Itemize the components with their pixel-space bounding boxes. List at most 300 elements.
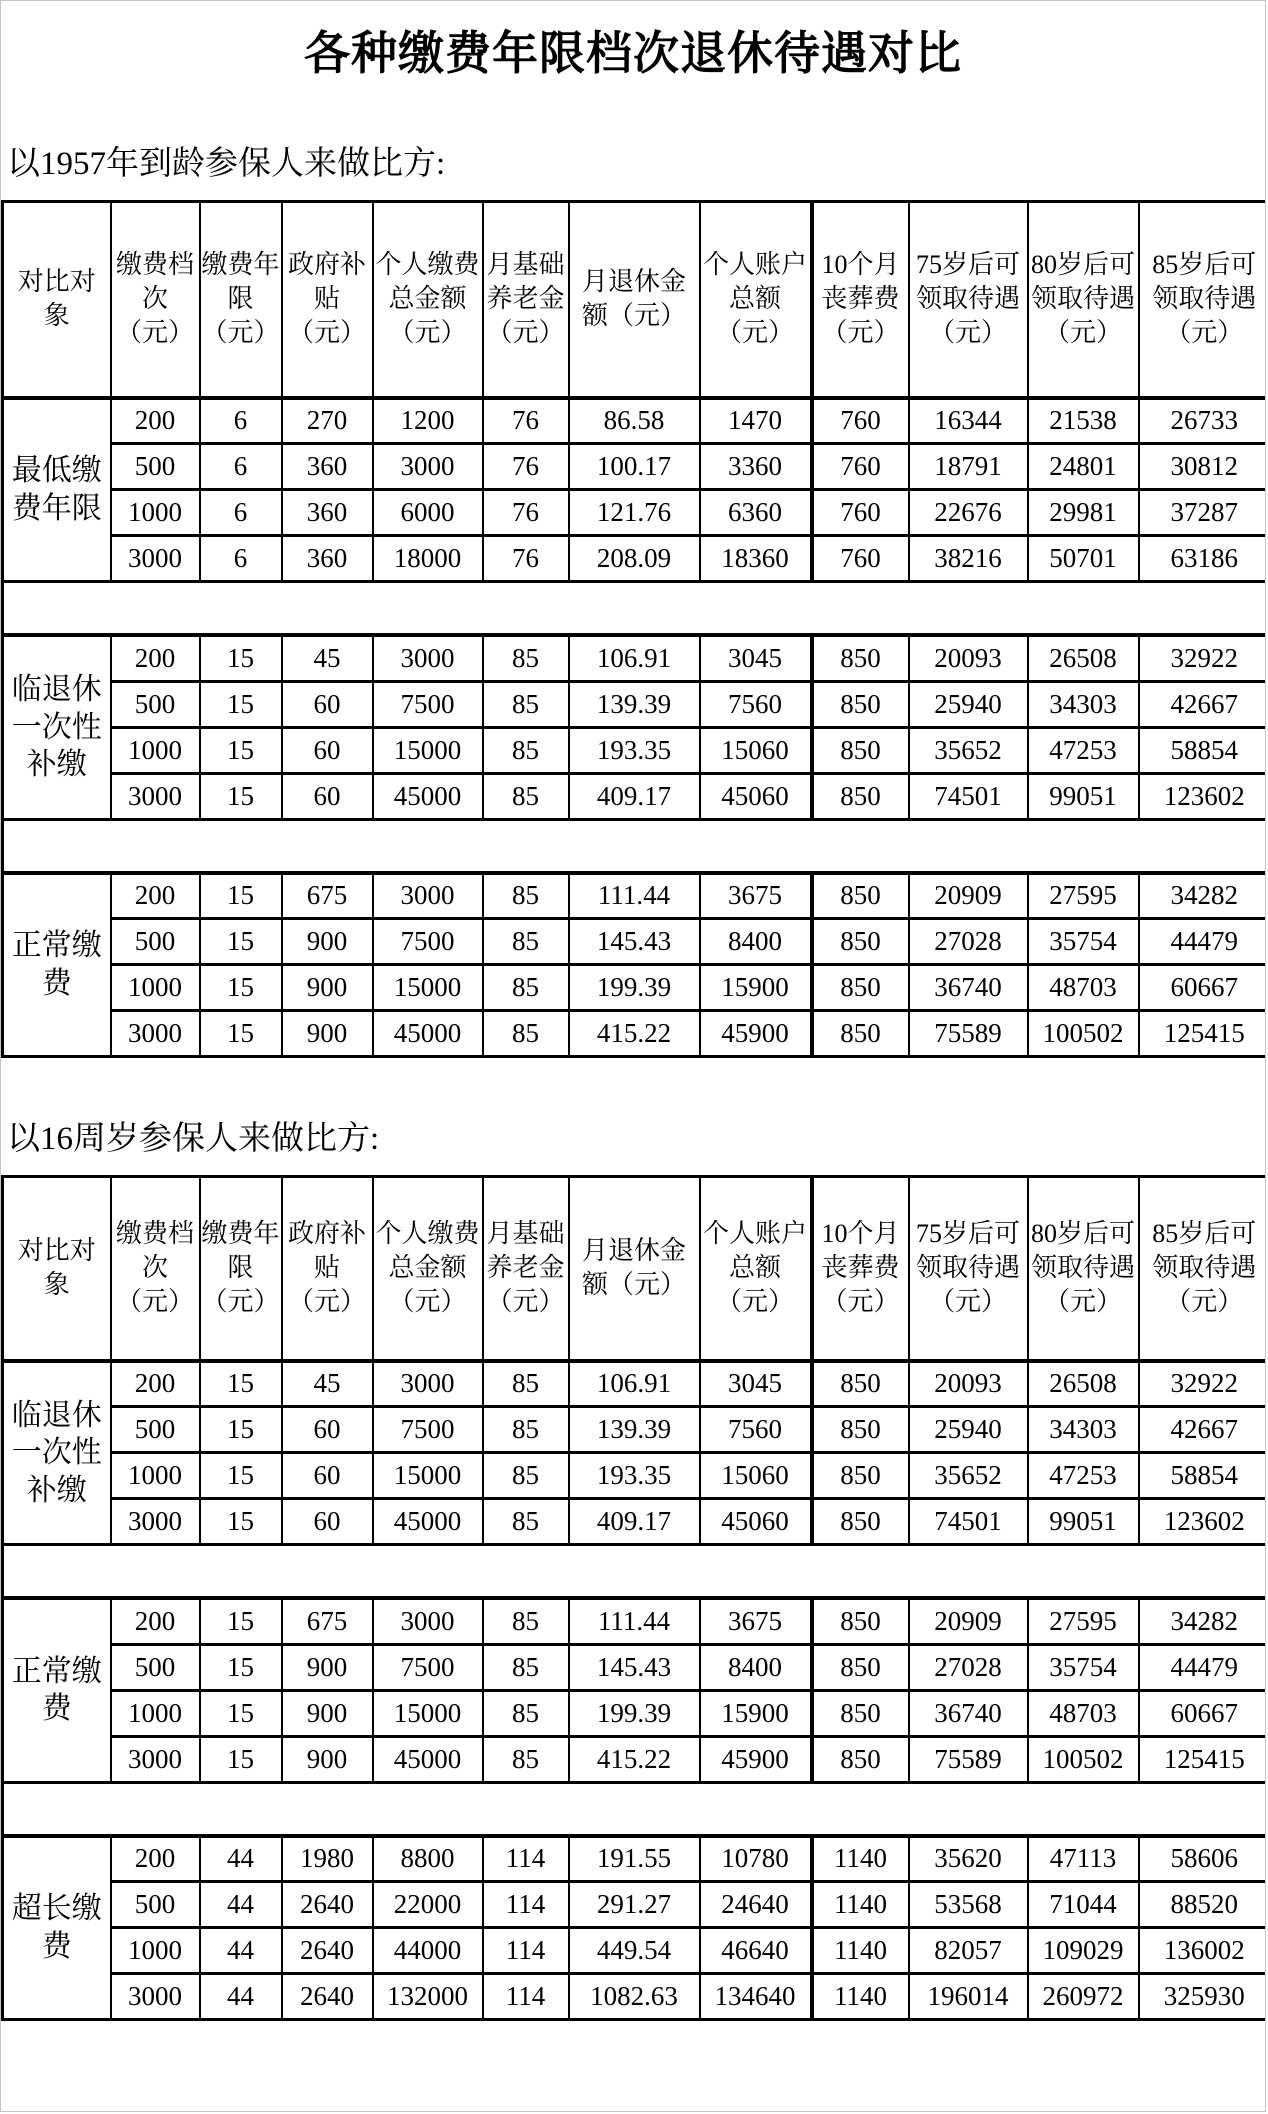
- data-cell: 60: [282, 1453, 373, 1499]
- data-cell: 58854: [1139, 1453, 1267, 1499]
- data-cell: 145.43: [569, 919, 700, 965]
- data-cell: 900: [282, 1011, 373, 1057]
- table-row: [3, 398, 1267, 444]
- data-cell: 29981: [1028, 490, 1139, 536]
- table-row: [3, 1499, 1267, 1545]
- data-cell: 270: [282, 398, 373, 444]
- data-cell: 2640: [282, 1882, 373, 1928]
- data-cell: 58606: [1139, 1836, 1267, 1882]
- data-cell: 20909: [909, 1598, 1028, 1644]
- table-row: [3, 1736, 1267, 1782]
- data-cell: 15: [200, 965, 282, 1011]
- data-cell: 850: [812, 1644, 909, 1690]
- data-cell: 44: [200, 1836, 282, 1882]
- data-cell: 850: [812, 1407, 909, 1453]
- table-row: [3, 681, 1267, 727]
- data-cell: 48703: [1028, 1690, 1139, 1736]
- data-cell: 1000: [111, 727, 200, 773]
- data-cell: 45000: [373, 1499, 483, 1545]
- data-cell: 45: [282, 1361, 373, 1407]
- header-cell: 80岁后可领取待遇（元）: [1028, 202, 1139, 398]
- data-cell: 53568: [909, 1882, 1028, 1928]
- data-cell: 193.35: [569, 727, 700, 773]
- data-cell: 34282: [1139, 873, 1267, 919]
- data-cell: 360: [282, 444, 373, 490]
- group-label-cell: 最低缴费年限: [3, 398, 111, 582]
- data-cell: 415.22: [569, 1011, 700, 1057]
- group-label-cell: 正常缴费: [3, 873, 111, 1057]
- data-cell: 30812: [1139, 444, 1267, 490]
- header-cell: 10个月丧葬费（元）: [812, 202, 909, 398]
- data-cell: 1140: [812, 1974, 909, 2020]
- table-row: [3, 1011, 1267, 1057]
- data-cell: 500: [111, 681, 200, 727]
- data-cell: 500: [111, 444, 200, 490]
- header-cell: 个人账户总额（元）: [700, 1177, 812, 1361]
- data-cell: 199.39: [569, 1690, 700, 1736]
- data-cell: 26508: [1028, 1361, 1139, 1407]
- data-cell: 675: [282, 1598, 373, 1644]
- group-label-cell: 临退休一次性补缴: [3, 635, 111, 819]
- data-cell: 1200: [373, 398, 483, 444]
- data-cell: 199.39: [569, 965, 700, 1011]
- data-cell: 60: [282, 681, 373, 727]
- data-cell: 38216: [909, 536, 1028, 582]
- header-cell: 75岁后可领取待遇（元）: [909, 1177, 1028, 1361]
- data-cell: 42667: [1139, 681, 1267, 727]
- data-cell: 6: [200, 398, 282, 444]
- data-cell: 7500: [373, 1407, 483, 1453]
- spacer-cell: [3, 1545, 1267, 1599]
- data-cell: 106.91: [569, 635, 700, 681]
- data-cell: 99051: [1028, 1499, 1139, 1545]
- data-cell: 60: [282, 773, 373, 819]
- data-cell: 8400: [700, 1644, 812, 1690]
- data-cell: 15: [200, 1644, 282, 1690]
- data-cell: 7500: [373, 1644, 483, 1690]
- data-cell: 409.17: [569, 773, 700, 819]
- data-cell: 18000: [373, 536, 483, 582]
- data-cell: 193.35: [569, 1453, 700, 1499]
- header-cell: 缴费档次（元）: [111, 1177, 200, 1361]
- data-cell: 15: [200, 1011, 282, 1057]
- data-cell: 18791: [909, 444, 1028, 490]
- data-cell: 136002: [1139, 1928, 1267, 1974]
- spacer-cell: [3, 819, 1267, 873]
- data-cell: 111.44: [569, 1598, 700, 1644]
- data-cell: 415.22: [569, 1736, 700, 1782]
- data-cell: 45000: [373, 1011, 483, 1057]
- data-cell: 1082.63: [569, 1974, 700, 2020]
- data-cell: 449.54: [569, 1928, 700, 1974]
- table-row: [3, 1690, 1267, 1736]
- table-row: [3, 1644, 1267, 1690]
- data-cell: 3360: [700, 444, 812, 490]
- data-cell: 850: [812, 1361, 909, 1407]
- data-cell: 8400: [700, 919, 812, 965]
- table-row: [3, 635, 1267, 681]
- data-cell: 114: [483, 1882, 569, 1928]
- data-cell: 45000: [373, 1736, 483, 1782]
- header-cell: 对比对象: [3, 1177, 111, 1361]
- data-cell: 35754: [1028, 1644, 1139, 1690]
- data-cell: 1140: [812, 1928, 909, 1974]
- data-cell: 1000: [111, 1690, 200, 1736]
- data-cell: 85: [483, 1011, 569, 1057]
- data-cell: 109029: [1028, 1928, 1139, 1974]
- header-cell: 85岁后可领取待遇（元）: [1139, 202, 1267, 398]
- data-cell: 45900: [700, 1736, 812, 1782]
- data-cell: 3000: [111, 1499, 200, 1545]
- header-cell: 缴费年限（元）: [200, 202, 282, 398]
- data-cell: 74501: [909, 1499, 1028, 1545]
- data-cell: 125415: [1139, 1736, 1267, 1782]
- data-cell: 760: [812, 444, 909, 490]
- data-cell: 24801: [1028, 444, 1139, 490]
- data-cell: 60667: [1139, 965, 1267, 1011]
- data-cell: 3000: [111, 773, 200, 819]
- data-cell: 111.44: [569, 873, 700, 919]
- data-cell: 44: [200, 1974, 282, 2020]
- data-cell: 200: [111, 1598, 200, 1644]
- table-row: [3, 727, 1267, 773]
- data-cell: 6000: [373, 490, 483, 536]
- data-cell: 200: [111, 873, 200, 919]
- data-cell: 76: [483, 398, 569, 444]
- data-cell: 15: [200, 1407, 282, 1453]
- spacer-cell: [3, 1782, 1267, 1836]
- table-row: [3, 873, 1267, 919]
- data-cell: 86.58: [569, 398, 700, 444]
- section-subtitle: 以16周岁参保人来做比方:: [7, 1121, 380, 1157]
- data-cell: 44000: [373, 1928, 483, 1974]
- data-cell: 71044: [1028, 1882, 1139, 1928]
- data-cell: 2640: [282, 1928, 373, 1974]
- data-cell: 15: [200, 681, 282, 727]
- header-cell: 月基础养老金（元）: [483, 1177, 569, 1361]
- data-cell: 45900: [700, 1011, 812, 1057]
- data-cell: 50701: [1028, 536, 1139, 582]
- table-row: [3, 1974, 1267, 2020]
- header-cell: 政府补贴（元）: [282, 202, 373, 398]
- header-row: [3, 202, 1267, 398]
- data-cell: 85: [483, 1453, 569, 1499]
- data-cell: 18360: [700, 536, 812, 582]
- data-cell: 900: [282, 965, 373, 1011]
- data-cell: 500: [111, 1882, 200, 1928]
- data-cell: 35652: [909, 727, 1028, 773]
- data-cell: 850: [812, 965, 909, 1011]
- data-cell: 88520: [1139, 1882, 1267, 1928]
- data-cell: 3045: [700, 1361, 812, 1407]
- data-cell: 46640: [700, 1928, 812, 1974]
- data-cell: 291.27: [569, 1882, 700, 1928]
- data-cell: 45060: [700, 1499, 812, 1545]
- table-row: [3, 1361, 1267, 1407]
- spacer-row: [3, 819, 1267, 873]
- data-cell: 760: [812, 398, 909, 444]
- spacer-row: [3, 1545, 1267, 1599]
- data-cell: 125415: [1139, 1011, 1267, 1057]
- data-cell: 25940: [909, 1407, 1028, 1453]
- data-cell: 15000: [373, 965, 483, 1011]
- data-cell: 100502: [1028, 1011, 1139, 1057]
- data-cell: 15060: [700, 727, 812, 773]
- header-cell: 75岁后可领取待遇（元）: [909, 202, 1028, 398]
- data-cell: 15: [200, 919, 282, 965]
- data-cell: 200: [111, 1361, 200, 1407]
- data-cell: 114: [483, 1928, 569, 1974]
- data-cell: 36740: [909, 1690, 1028, 1736]
- group-label-cell: 临退休一次性补缴: [3, 1361, 111, 1545]
- data-cell: 85: [483, 1407, 569, 1453]
- header-cell: 月退休金额（元）: [569, 1177, 700, 1361]
- data-cell: 44479: [1139, 919, 1267, 965]
- data-cell: 47113: [1028, 1836, 1139, 1882]
- benefits-table-age16: [1, 1175, 1266, 2021]
- table-row: [3, 1882, 1267, 1928]
- data-cell: 3675: [700, 873, 812, 919]
- table-row: [3, 1407, 1267, 1453]
- data-cell: 6: [200, 444, 282, 490]
- data-cell: 36740: [909, 965, 1028, 1011]
- section-1957: [1, 137, 1265, 1058]
- header-cell: 个人账户总额（元）: [700, 202, 812, 398]
- data-cell: 35652: [909, 1453, 1028, 1499]
- data-cell: 32922: [1139, 1361, 1267, 1407]
- data-cell: 85: [483, 965, 569, 1011]
- data-cell: 26733: [1139, 398, 1267, 444]
- data-cell: 114: [483, 1836, 569, 1882]
- data-cell: 76: [483, 490, 569, 536]
- data-cell: 114: [483, 1974, 569, 2020]
- data-cell: 6360: [700, 490, 812, 536]
- data-cell: 15900: [700, 965, 812, 1011]
- data-cell: 85: [483, 1690, 569, 1736]
- data-cell: 85: [483, 1499, 569, 1545]
- data-cell: 123602: [1139, 773, 1267, 819]
- data-cell: 132000: [373, 1974, 483, 2020]
- spacer-row: [3, 582, 1267, 636]
- header-cell: 月退休金额（元）: [569, 202, 700, 398]
- header-cell: 缴费年限（元）: [200, 1177, 282, 1361]
- data-cell: 75589: [909, 1736, 1028, 1782]
- data-cell: 35754: [1028, 919, 1139, 965]
- data-cell: 85: [483, 1644, 569, 1690]
- data-cell: 76: [483, 444, 569, 490]
- data-cell: 3000: [111, 536, 200, 582]
- data-cell: 850: [812, 1453, 909, 1499]
- data-cell: 500: [111, 1407, 200, 1453]
- data-cell: 27595: [1028, 873, 1139, 919]
- data-cell: 1000: [111, 490, 200, 536]
- data-cell: 47253: [1028, 727, 1139, 773]
- data-cell: 500: [111, 1644, 200, 1690]
- table-row: [3, 965, 1267, 1011]
- data-cell: 134640: [700, 1974, 812, 2020]
- data-cell: 27595: [1028, 1598, 1139, 1644]
- data-cell: 3000: [373, 635, 483, 681]
- data-cell: 76: [483, 536, 569, 582]
- data-cell: 15: [200, 1736, 282, 1782]
- data-cell: 2640: [282, 1974, 373, 2020]
- data-cell: 15: [200, 773, 282, 819]
- header-cell: 10个月丧葬费（元）: [812, 1177, 909, 1361]
- data-cell: 1470: [700, 398, 812, 444]
- header-cell: 缴费档次（元）: [111, 202, 200, 398]
- data-cell: 20909: [909, 873, 1028, 919]
- data-cell: 760: [812, 536, 909, 582]
- data-cell: 75589: [909, 1011, 1028, 1057]
- data-cell: 260972: [1028, 1974, 1139, 2020]
- data-cell: 121.76: [569, 490, 700, 536]
- data-cell: 8800: [373, 1836, 483, 1882]
- header-row: [3, 1177, 1267, 1361]
- data-cell: 191.55: [569, 1836, 700, 1882]
- page-title: 各种缴费年限档次退休待遇对比: [304, 28, 962, 79]
- data-cell: 200: [111, 1836, 200, 1882]
- data-cell: 123602: [1139, 1499, 1267, 1545]
- data-cell: 1980: [282, 1836, 373, 1882]
- data-cell: 760: [812, 490, 909, 536]
- data-cell: 850: [812, 1736, 909, 1782]
- benefits-table-1957: [1, 200, 1266, 1058]
- data-cell: 360: [282, 490, 373, 536]
- data-cell: 850: [812, 1499, 909, 1545]
- data-cell: 27028: [909, 1644, 1028, 1690]
- data-cell: 3000: [373, 1361, 483, 1407]
- data-cell: 106.91: [569, 1361, 700, 1407]
- data-cell: 15900: [700, 1690, 812, 1736]
- data-cell: 34282: [1139, 1598, 1267, 1644]
- data-cell: 850: [812, 635, 909, 681]
- data-cell: 58854: [1139, 727, 1267, 773]
- data-cell: 1140: [812, 1836, 909, 1882]
- data-cell: 26508: [1028, 635, 1139, 681]
- data-cell: 850: [812, 681, 909, 727]
- table-row: [3, 1836, 1267, 1882]
- data-cell: 99051: [1028, 773, 1139, 819]
- data-cell: 85: [483, 919, 569, 965]
- data-cell: 15000: [373, 727, 483, 773]
- data-cell: 360: [282, 536, 373, 582]
- data-cell: 3000: [111, 1011, 200, 1057]
- data-cell: 1000: [111, 1928, 200, 1974]
- table-row: [3, 1453, 1267, 1499]
- data-cell: 850: [812, 873, 909, 919]
- data-cell: 35620: [909, 1836, 1028, 1882]
- data-cell: 850: [812, 1011, 909, 1057]
- section-subtitle: 以1957年到龄参保人来做比方:: [7, 146, 446, 182]
- data-cell: 15000: [373, 1690, 483, 1736]
- data-cell: 900: [282, 1644, 373, 1690]
- data-cell: 208.09: [569, 536, 700, 582]
- data-cell: 100.17: [569, 444, 700, 490]
- header-cell: 政府补贴（元）: [282, 1177, 373, 1361]
- data-cell: 42667: [1139, 1407, 1267, 1453]
- data-cell: 6: [200, 536, 282, 582]
- data-cell: 85: [483, 1736, 569, 1782]
- data-cell: 900: [282, 1736, 373, 1782]
- data-cell: 139.39: [569, 681, 700, 727]
- data-cell: 15: [200, 1690, 282, 1736]
- data-cell: 63186: [1139, 536, 1267, 582]
- data-cell: 15: [200, 1499, 282, 1545]
- data-cell: 1000: [111, 1453, 200, 1499]
- data-cell: 60: [282, 1499, 373, 1545]
- data-cell: 15: [200, 1361, 282, 1407]
- data-cell: 100502: [1028, 1736, 1139, 1782]
- table-row: [3, 536, 1267, 582]
- data-cell: 22676: [909, 490, 1028, 536]
- data-cell: 85: [483, 681, 569, 727]
- header-cell: 85岁后可领取待遇（元）: [1139, 1177, 1267, 1361]
- group-label-cell: 正常缴费: [3, 1598, 111, 1782]
- data-cell: 3000: [111, 1736, 200, 1782]
- data-cell: 1000: [111, 965, 200, 1011]
- data-cell: 325930: [1139, 1974, 1267, 2020]
- header-cell: 个人缴费总金额（元）: [373, 202, 483, 398]
- group-label-cell: 超长缴费: [3, 1836, 111, 2020]
- section-age16: [1, 1112, 1265, 2021]
- data-cell: 200: [111, 635, 200, 681]
- spacer-cell: [3, 582, 1267, 636]
- data-cell: 7560: [700, 681, 812, 727]
- data-cell: 900: [282, 919, 373, 965]
- data-cell: 15: [200, 635, 282, 681]
- data-cell: 15060: [700, 1453, 812, 1499]
- table-row: [3, 773, 1267, 819]
- data-cell: 850: [812, 727, 909, 773]
- data-cell: 675: [282, 873, 373, 919]
- data-cell: 145.43: [569, 1644, 700, 1690]
- data-cell: 7560: [700, 1407, 812, 1453]
- table-row: [3, 919, 1267, 965]
- data-cell: 34303: [1028, 681, 1139, 727]
- data-cell: 3000: [373, 444, 483, 490]
- data-cell: 3675: [700, 1598, 812, 1644]
- data-cell: 15: [200, 1453, 282, 1499]
- data-cell: 60667: [1139, 1690, 1267, 1736]
- data-cell: 44479: [1139, 1644, 1267, 1690]
- data-cell: 10780: [700, 1836, 812, 1882]
- data-cell: 15000: [373, 1453, 483, 1499]
- data-cell: 850: [812, 773, 909, 819]
- data-cell: 15: [200, 873, 282, 919]
- header-cell: 对比对象: [3, 202, 111, 398]
- data-cell: 22000: [373, 1882, 483, 1928]
- data-cell: 44: [200, 1882, 282, 1928]
- data-cell: 850: [812, 1598, 909, 1644]
- data-cell: 47253: [1028, 1453, 1139, 1499]
- data-cell: 85: [483, 1598, 569, 1644]
- data-cell: 196014: [909, 1974, 1028, 2020]
- data-cell: 500: [111, 919, 200, 965]
- data-cell: 3000: [373, 873, 483, 919]
- header-cell: 月基础养老金（元）: [483, 202, 569, 398]
- data-cell: 16344: [909, 398, 1028, 444]
- table-row: [3, 444, 1267, 490]
- data-cell: 3045: [700, 635, 812, 681]
- data-cell: 7500: [373, 919, 483, 965]
- data-cell: 74501: [909, 773, 1028, 819]
- data-cell: 85: [483, 1361, 569, 1407]
- data-cell: 15: [200, 1598, 282, 1644]
- data-cell: 82057: [909, 1928, 1028, 1974]
- spacer-row: [3, 1782, 1267, 1836]
- data-cell: 7500: [373, 681, 483, 727]
- data-cell: 48703: [1028, 965, 1139, 1011]
